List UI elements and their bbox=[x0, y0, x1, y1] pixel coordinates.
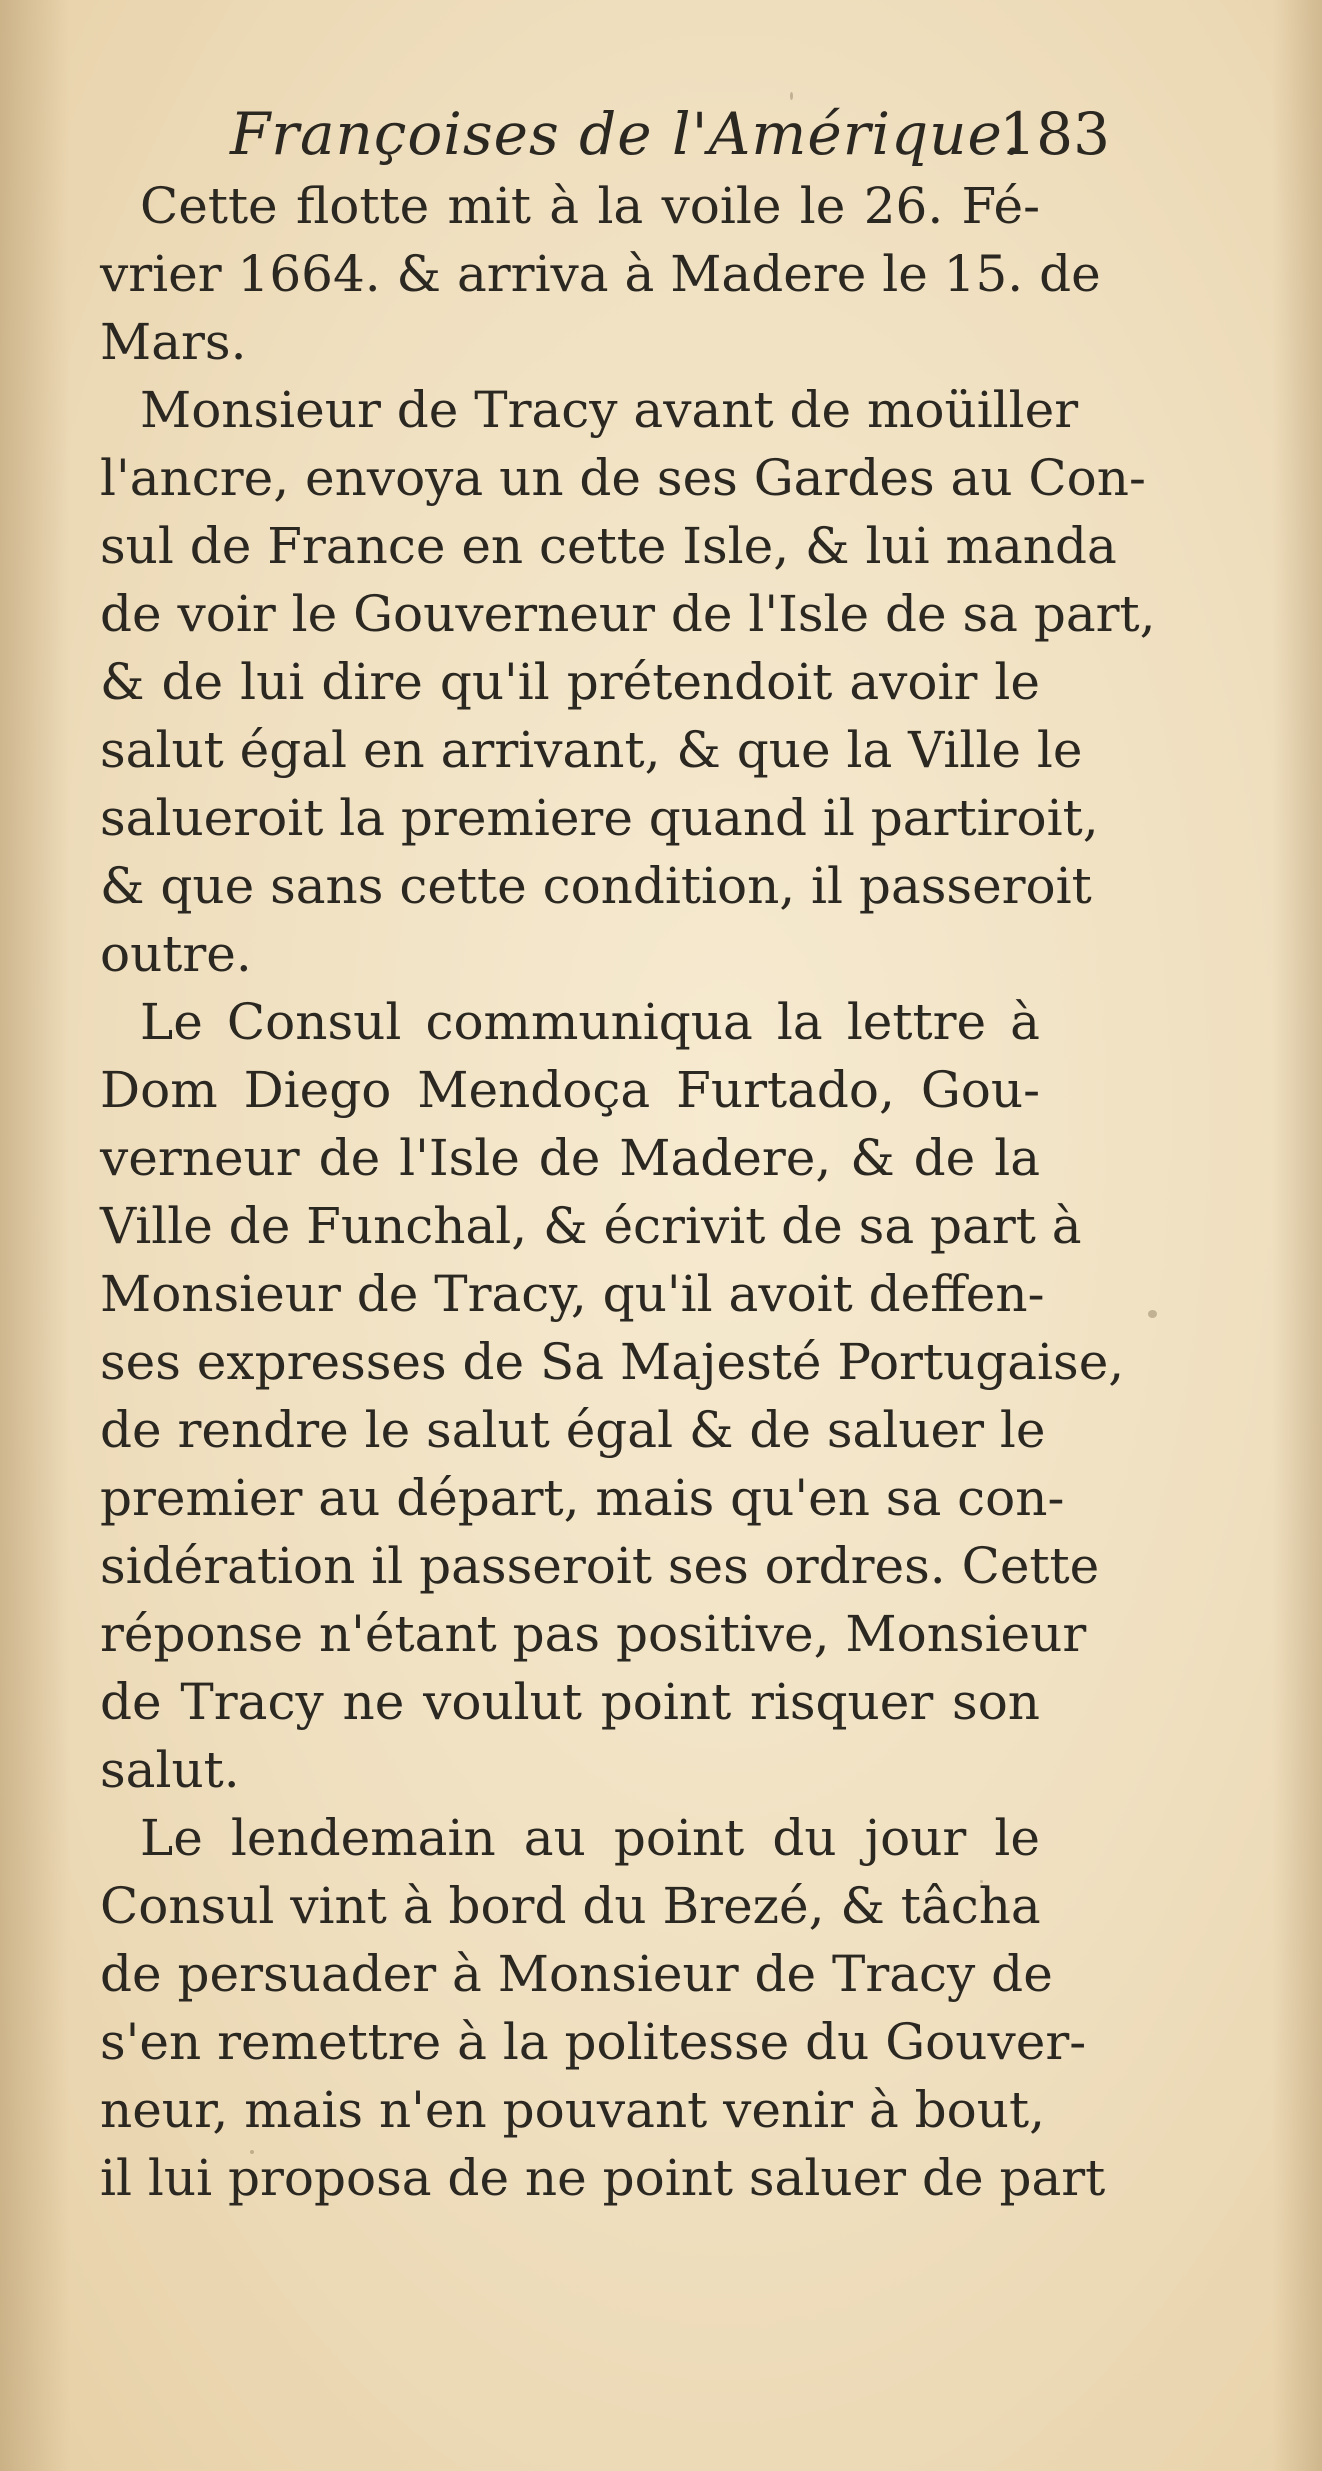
text-line: Ville de Funchal, & écrivit de sa part à bbox=[100, 1197, 1082, 1255]
text-line: Le Consul communiqua la lettre à bbox=[140, 993, 1040, 1051]
text-line: ses expresses de Sa Majesté Portugaise, bbox=[100, 1333, 1125, 1391]
text-line: & de lui dire qu'il prétendoit avoir le bbox=[100, 653, 1040, 711]
body-text bbox=[100, 172, 1156, 2212]
text-line: s'en remettre à la politesse du Gouver- bbox=[100, 2013, 1087, 2071]
text-line: premier au départ, mais qu'en sa con- bbox=[100, 1469, 1065, 1527]
text-line: de voir le Gouverneur de l'Isle de sa part, bbox=[100, 585, 1156, 643]
text-line: Le lendemain au point du jour le bbox=[140, 1809, 1040, 1867]
text-line: verneur de l'Isle de Madere, & de la bbox=[100, 1129, 1040, 1187]
text-line: Consul vint à bord du Brezé, & tâcha bbox=[100, 1877, 1041, 1935]
text-line: Mars. bbox=[100, 313, 247, 371]
page-number: 183 bbox=[999, 100, 1110, 168]
text-line: salut. bbox=[100, 1741, 240, 1799]
paper-speck bbox=[250, 2150, 254, 2154]
text-line: & que sans cette condition, il passeroit bbox=[100, 857, 1092, 915]
text-line: sidération il passeroit ses ordres. Cette bbox=[100, 1537, 1100, 1595]
text-line: de Tracy ne voulut point risquer son bbox=[100, 1673, 1040, 1731]
paragraph-2 bbox=[100, 376, 1156, 988]
text-line: salut égal en arrivant, & que la Ville le bbox=[100, 721, 1083, 779]
paper-speck bbox=[980, 1880, 983, 1883]
text-line: sul de France en cette Isle, & lui manda bbox=[100, 517, 1117, 575]
running-head bbox=[230, 100, 1110, 180]
paragraph-1 bbox=[100, 172, 1101, 376]
text-line: Monsieur de Tracy, qu'il avoit deffen- bbox=[100, 1265, 1045, 1323]
text-line: neur, mais n'en pouvant venir à bout, bbox=[100, 2081, 1045, 2139]
text-line: Cette flotte mit à la voile le 26. Fé- bbox=[140, 177, 1040, 235]
paragraph-4 bbox=[100, 1804, 1106, 2212]
text-line: de rendre le salut égal & de saluer le bbox=[100, 1401, 1046, 1459]
text-line: Monsieur de Tracy avant de moüiller bbox=[140, 381, 1079, 439]
text-line: Dom Diego Mendoça Furtado, Gou- bbox=[100, 1061, 1040, 1119]
text-line: salueroit la premiere quand il partiroit, bbox=[100, 789, 1099, 847]
paper-speck bbox=[790, 92, 793, 100]
text-line: réponse n'étant pas positive, Monsieur bbox=[100, 1605, 1087, 1663]
paragraph-3 bbox=[100, 988, 1125, 1804]
text-line: il lui proposa de ne point saluer de part bbox=[100, 2149, 1106, 2207]
paper-speck bbox=[1148, 1310, 1157, 1318]
text-line: outre. bbox=[100, 925, 252, 983]
text-line: de persuader à Monsieur de Tracy de bbox=[100, 1945, 1053, 2003]
running-title: Françoises de l'Amérique. bbox=[230, 100, 1023, 168]
text-line: l'ancre, envoya un de ses Gardes au Con- bbox=[100, 449, 1146, 507]
text-line: vrier 1664. & arriva à Madere le 15. de bbox=[100, 245, 1101, 303]
